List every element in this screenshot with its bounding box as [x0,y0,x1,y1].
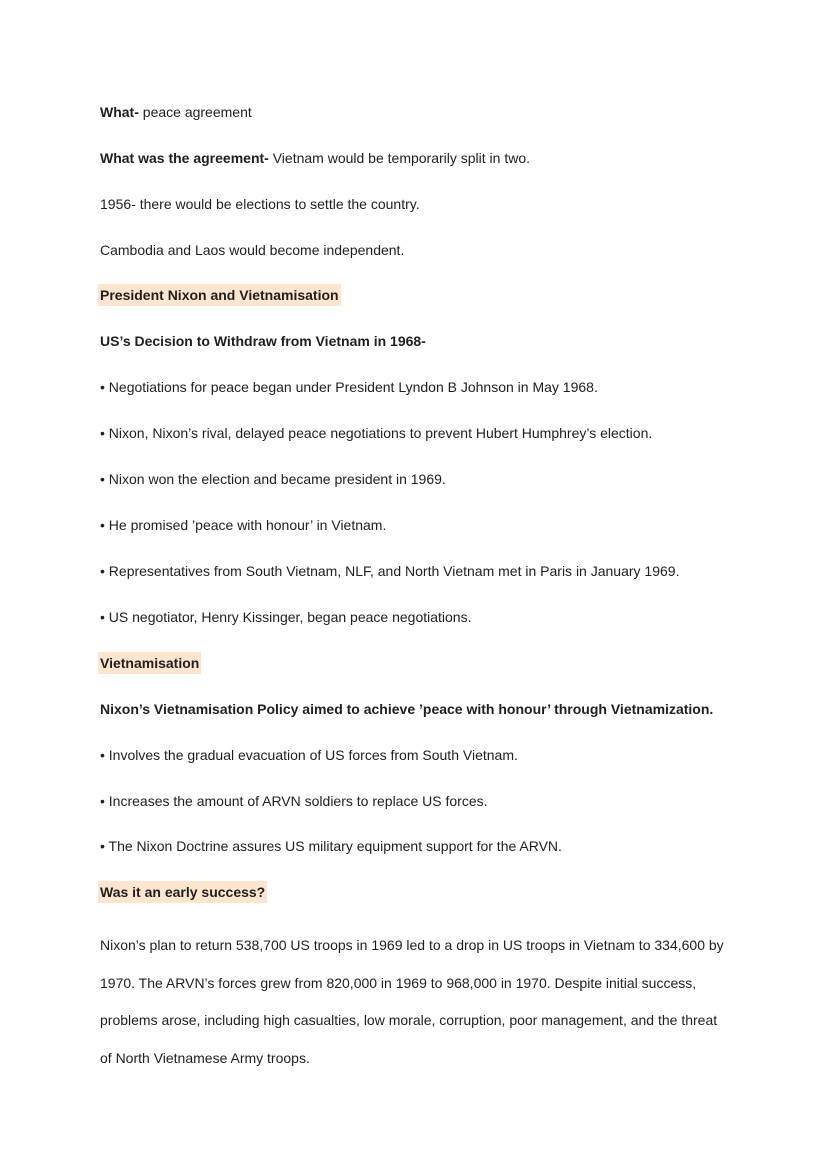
paragraph-line: Nixon’s plan to return 538,700 US troops in 1969 led to a drop in US troops in Vietnam to 334,600 by [100,937,724,953]
section-heading-nixon [100,285,341,305]
subheading-withdraw: US’s Decision to Withdraw from Vietnam in 1968- [100,333,426,349]
subheading-policy: Nixon’s Vietnamisation Policy aimed to achieve ’peace with honour’ through Vietnamization. [100,701,714,717]
bullet-item: • The Nixon Doctrine assures US military equipment support for the ARVN. [100,838,562,854]
section-heading-success [100,882,267,902]
paragraph-line: problems arose, including high casualties, low morale, corruption, poor management, and the threat [100,1012,718,1028]
independence-line: Cambodia and Laos would become independent. [100,242,405,258]
highlighted-heading: Vietnamisation [98,652,201,674]
agreement-label: What was the agreement- [100,150,269,166]
paragraph-line: 1970. The ARVN’s forces grew from 820,000 in 1969 to 968,000 in 1970. Despite initial success, [100,974,697,991]
what-label: What- [100,104,139,120]
success-paragraph [100,927,740,1077]
bullet-item: • He promised ’peace with honour’ in Vietnam. [100,517,387,533]
what-line [100,102,252,122]
agreement-text: Vietnam would be temporarily split in two. [268,150,531,166]
highlighted-heading: Was it an early success? [98,881,267,903]
bullet-item: • Nixon won the election and became president in 1969. [100,471,446,487]
bullet-item: • Increases the amount of ARVN soldiers to replace US forces. [100,793,488,809]
bullet-item: • Representatives from South Vietnam, NLF, and North Vietnam met in Paris in January 1969. [100,563,680,579]
bullet-item: • Nixon, Nixon’s rival, delayed peace negotiations to prevent Hubert Humphrey’s election. [100,425,653,441]
highlighted-heading: President Nixon and Vietnamisation [98,284,341,306]
section-heading-vietnamisation [100,653,201,673]
bullet-item: • Negotiations for peace began under President Lyndon B Johnson in May 1968. [100,379,598,395]
what-text: peace agreement [138,104,252,120]
paragraph-line: of North Vietnamese Army troops. [100,1049,310,1066]
bullet-item: • Involves the gradual evacuation of US forces from South Vietnam. [100,747,518,763]
elections-line: 1956- there would be elections to settle the country. [100,196,420,212]
agreement-line [100,148,530,168]
bullet-item: • US negotiator, Henry Kissinger, began peace negotiations. [100,609,472,625]
